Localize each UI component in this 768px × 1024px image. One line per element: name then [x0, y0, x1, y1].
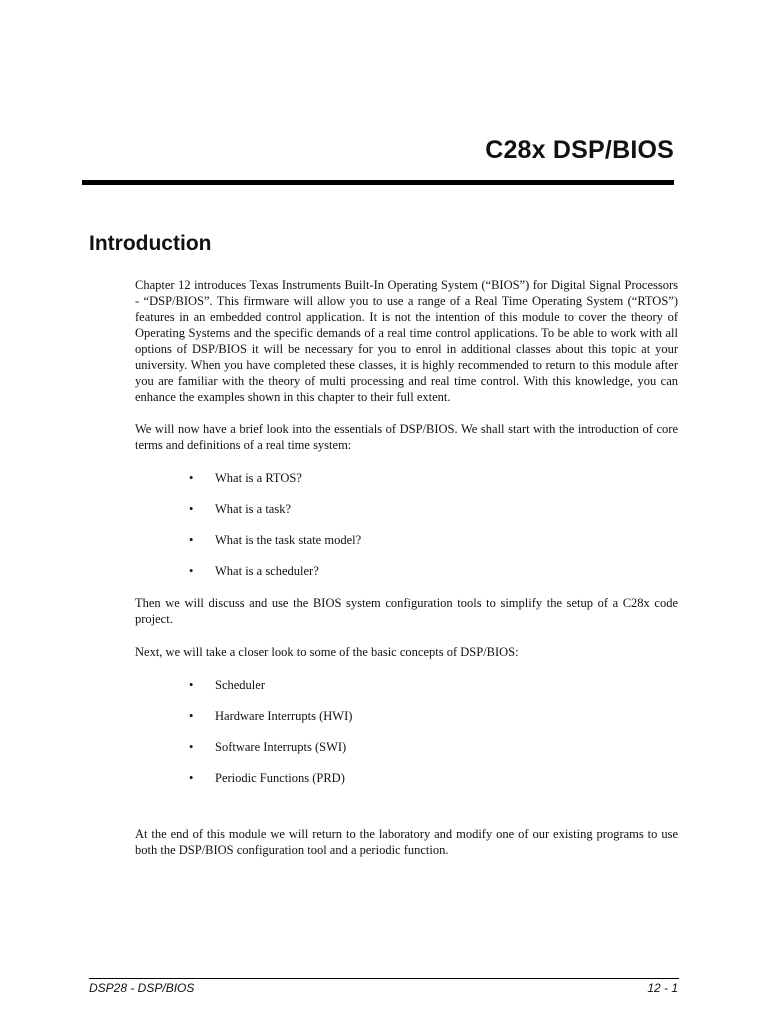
- bullet-icon: •: [189, 502, 194, 516]
- list-item-text: Software Interrupts (SWI): [215, 740, 347, 754]
- intro-paragraph: Chapter 12 introduces Texas Instruments Built-In Operating System (“BIOS”) for Digital Signal Processors - “DSP/BIOS”. This firmware will allow you to use a range of a Real Time Operating System (“RTOS”) features in an embedded control application. It is not the intention of this module to cover the theory of Operating Systems and the specific demands of a real time control applications. To be able to work with all options of DSP/BIOS it will be necessary for you to enrol in additional classes about this topic at your university. When you have completed these classes, it is highly recommended to return to this module after you are familiar with the theory of multi processing and real time control. With this knowledge, you can enhance the examples shown in this chapter to their full extent.: [135, 278, 678, 404]
- bullet-icon: •: [189, 771, 194, 785]
- section-heading: Introduction: [89, 232, 212, 255]
- closing-paragraph: At the end of this module we will return to the laboratory and modify one of our existing programs to use both the DSP/BIOS configuration tool and a periodic function.: [135, 827, 678, 857]
- bullet-icon: •: [189, 678, 194, 692]
- list-item: [189, 501, 678, 517]
- footer-document-title: DSP28 - DSP/BIOS: [89, 981, 195, 995]
- bullet-icon: •: [189, 533, 194, 547]
- bullet-icon: •: [189, 564, 194, 578]
- terms-list: [135, 470, 678, 579]
- list-item-text: What is a task?: [215, 502, 292, 516]
- chapter-title: C28x DSP/BIOS: [485, 136, 674, 164]
- list-item: [189, 708, 678, 724]
- footer-divider: [89, 978, 679, 979]
- list-item-text: Periodic Functions (PRD): [215, 771, 345, 785]
- bullet-icon: •: [189, 471, 194, 485]
- bullet-icon: •: [189, 709, 194, 723]
- essentials-paragraph: We will now have a brief look into the essentials of DSP/BIOS. We shall start with the introduction of core terms and definitions of a real time system:: [135, 422, 678, 452]
- concepts-paragraph: Next, we will take a closer look to some of the basic concepts of DSP/BIOS:: [135, 645, 519, 659]
- list-item: [189, 677, 678, 693]
- list-item: [189, 739, 678, 755]
- list-item: [189, 770, 678, 786]
- list-item-text: Scheduler: [215, 678, 265, 692]
- list-item: [189, 532, 678, 548]
- concepts-list: [135, 677, 678, 786]
- config-tools-paragraph: Then we will discuss and use the BIOS system configuration tools to simplify the setup of a C28x code project.: [135, 596, 678, 626]
- list-item-text: What is a scheduler?: [215, 564, 319, 578]
- bullet-icon: •: [189, 740, 194, 754]
- list-item-text: What is a RTOS?: [215, 471, 302, 485]
- body-content: [135, 277, 678, 858]
- list-item-text: Hardware Interrupts (HWI): [215, 709, 353, 723]
- list-item: [189, 563, 678, 579]
- list-item-text: What is the task state model?: [215, 533, 362, 547]
- footer-page-number: 12 - 1: [647, 981, 678, 995]
- list-item: [189, 470, 678, 486]
- title-divider: [82, 180, 674, 185]
